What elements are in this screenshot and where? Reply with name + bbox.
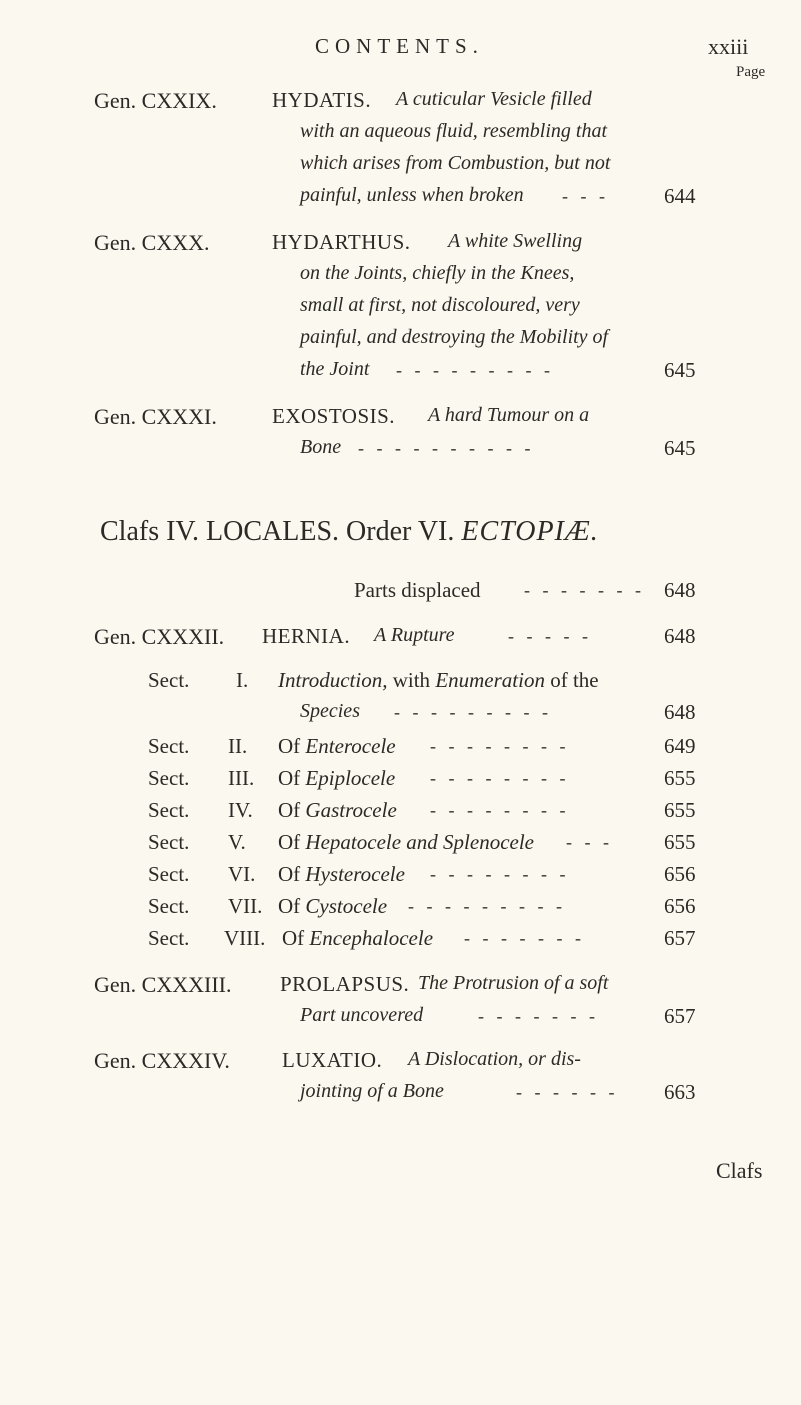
leader-dots: - - - - - xyxy=(508,626,592,646)
section-number: V. xyxy=(228,830,246,854)
section-number: I. xyxy=(236,668,249,692)
genus-name: HYDARTHUS. xyxy=(272,230,411,254)
genus-description: painful, unless when broken xyxy=(300,184,524,206)
order-description: Parts displaced xyxy=(354,578,481,602)
entry-page: 655 xyxy=(664,798,696,822)
genus-label: Gen. CXXXII. xyxy=(94,624,225,649)
entry-page: 648 xyxy=(664,578,696,602)
section-number: III. xyxy=(228,766,255,790)
section-label: Sect. xyxy=(148,734,190,758)
entry-page: 655 xyxy=(664,766,696,790)
leader-dots: - - - - - - - xyxy=(524,580,645,600)
genus-description: jointing of a Bone xyxy=(300,1080,444,1102)
genus-name: EXOSTOSIS. xyxy=(272,404,396,428)
section-title: Of Enterocele xyxy=(278,734,396,758)
section-title-continued: Species xyxy=(300,700,360,722)
leader-dots: - - - - - - - - xyxy=(430,800,570,820)
entry-page: 656 xyxy=(664,862,696,886)
entry-page: 655 xyxy=(664,830,696,854)
leader-dots: - - - xyxy=(562,186,609,206)
section-label: Sect. xyxy=(148,926,190,950)
running-header: CONTENTS. xyxy=(315,34,484,58)
leader-dots: - - - - - - - - - - xyxy=(358,438,535,458)
genus-description: The Protrusion of a soft xyxy=(418,972,609,994)
section-title: Of Hysterocele xyxy=(278,862,405,886)
genus-name: HERNIA. xyxy=(262,624,351,648)
section-label: Sect. xyxy=(148,668,190,692)
genus-description: A Rupture xyxy=(374,624,455,646)
page-column-label: Page xyxy=(736,64,766,80)
section-number: VII. xyxy=(228,894,263,918)
order-number: Order VI. xyxy=(346,516,455,547)
genus-description: small at first, not discoloured, very xyxy=(300,294,580,316)
genus-description: on the Joints, chiefly in the Knees, xyxy=(300,262,575,284)
section-title: Of Hepatocele and Splenocele xyxy=(278,830,534,854)
section-label: Sect. xyxy=(148,766,190,790)
genus-description: with an aqueous fluid, resembling that xyxy=(300,120,608,142)
section-label: Sect. xyxy=(148,862,190,886)
section-title: Introduction, with Enumeration of the xyxy=(278,668,599,692)
order-name: ECTOPIÆ. xyxy=(461,516,599,547)
genus-name: PROLAPSUS. xyxy=(280,972,410,996)
leader-dots: - - - - - - - - - xyxy=(408,896,566,916)
genus-description: A Dislocation, or dis- xyxy=(408,1048,581,1070)
class-number: Clafs IV. xyxy=(100,516,200,547)
entry-page: 648 xyxy=(664,700,696,724)
genus-description: A cuticular Vesicle filled xyxy=(396,88,592,110)
section-label: Sect. xyxy=(148,830,190,854)
genus-description: the Joint xyxy=(300,358,370,380)
catchword: Clafs xyxy=(716,1158,763,1183)
entry-page: 657 xyxy=(664,1004,696,1028)
leader-dots: - - - - - - - xyxy=(464,928,585,948)
leader-dots: - - - - - - - - xyxy=(430,768,570,788)
entry-page: 648 xyxy=(664,624,696,648)
entry-page: 645 xyxy=(664,436,696,460)
leader-dots: - - - - - - - xyxy=(478,1006,599,1026)
leader-dots: - - - - - - - - xyxy=(430,864,570,884)
leader-dots: - - - - - - xyxy=(516,1082,619,1102)
section-label: Sect. xyxy=(148,894,190,918)
section-title: Of Gastrocele xyxy=(278,798,397,822)
genus-description: Bone xyxy=(300,436,342,458)
genus-label: Gen. CXXXIV. xyxy=(94,1048,230,1073)
genus-description: A hard Tumour on a xyxy=(428,404,590,426)
leader-dots: - - - xyxy=(566,832,613,852)
class-heading xyxy=(100,516,599,548)
section-title: Of Epiplocele xyxy=(278,766,396,790)
entry-page: 657 xyxy=(664,926,696,950)
section-title: Of Cystocele xyxy=(278,894,388,918)
leader-dots: - - - - - - - - - xyxy=(394,702,552,722)
genus-description: A white Swelling xyxy=(448,230,583,252)
genus-description: Part uncovered xyxy=(300,1004,424,1026)
leader-dots: - - - - - - - - xyxy=(430,736,570,756)
section-number: VIII. xyxy=(224,926,266,950)
genus-name: HYDATIS. xyxy=(272,88,372,112)
section-number: VI. xyxy=(228,862,256,886)
genus-label: Gen. CXXX. xyxy=(94,230,210,255)
genus-description: painful, and destroying the Mobility of xyxy=(300,326,609,348)
section-number: II. xyxy=(228,734,248,758)
genus-label: Gen. CXXXIII. xyxy=(94,972,232,997)
entry-page: 644 xyxy=(664,184,696,208)
section-label: Sect. xyxy=(148,798,190,822)
genus-label: Gen. CXXXI. xyxy=(94,404,217,429)
entry-page: 645 xyxy=(664,358,696,382)
leader-dots: - - - - - - - - - xyxy=(396,360,554,380)
section-number: IV. xyxy=(228,798,253,822)
genus-description: which arises from Combustion, but not xyxy=(300,152,611,174)
entry-page: 649 xyxy=(664,734,696,758)
entry-page: 656 xyxy=(664,894,696,918)
genus-name: LUXATIO. xyxy=(282,1048,383,1072)
page-number: xxiii xyxy=(708,34,749,59)
class-name: LOCALES. xyxy=(206,516,340,547)
entry-page: 663 xyxy=(664,1080,696,1104)
section-title: Of Encephalocele xyxy=(282,926,434,950)
genus-label: Gen. CXXIX. xyxy=(94,88,217,113)
